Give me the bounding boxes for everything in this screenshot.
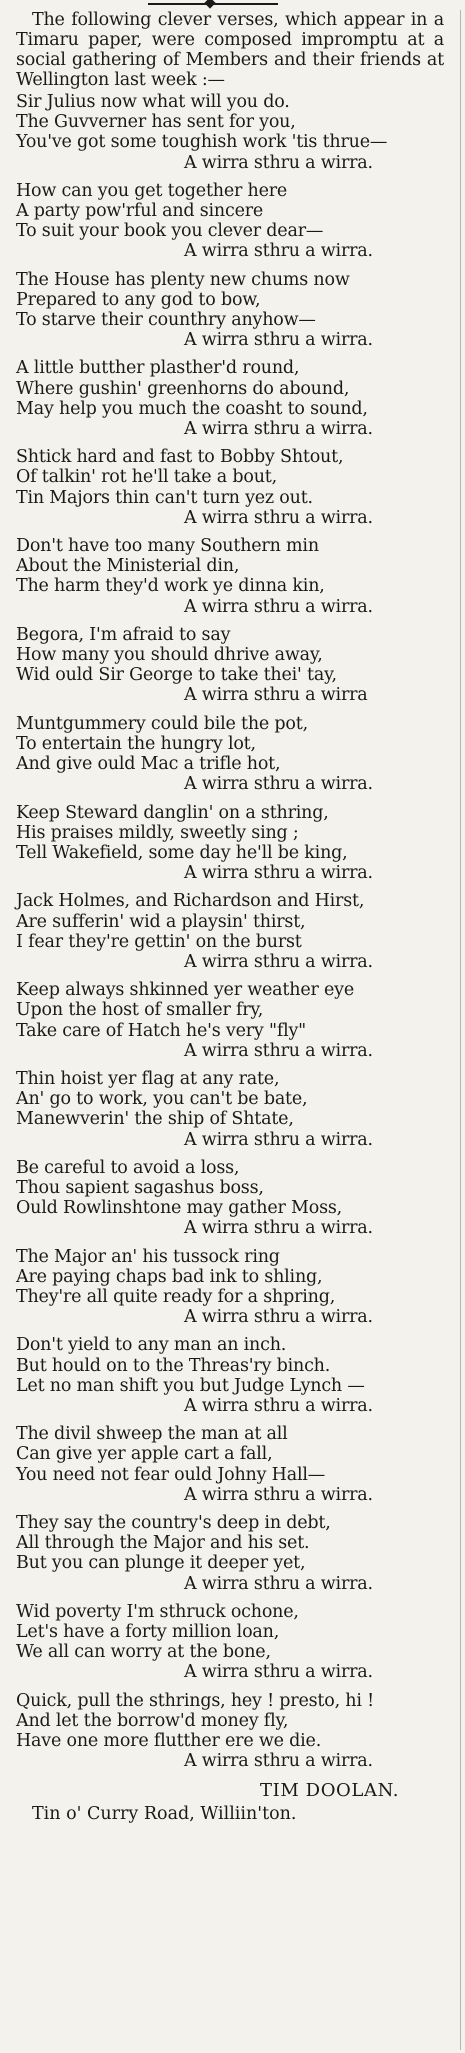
verse-line: Thin hoist yer flag at any rate, [16, 1068, 280, 1089]
refrain-line: A wirra sthru a wirra. [184, 507, 373, 528]
poem-stanza [16, 1424, 444, 1505]
verse-line: Don't have too many Southern min [16, 536, 319, 557]
poem-stanza [16, 358, 444, 439]
verse-line: The harm they'd work ye dinna kin, [16, 576, 325, 597]
refrain-line: A wirra sthru a wirra. [184, 1484, 373, 1505]
refrain-line: A wirra sthru a wirra. [184, 419, 373, 440]
column-divider-rule [460, 10, 461, 2050]
refrain-line: A wirra sthru a wirra. [184, 951, 373, 972]
refrain-line: A wirra sthru a wirra. [184, 1129, 373, 1150]
refrain-line: A wirra sthru a wirra. [184, 330, 373, 351]
poem-stanza [16, 1158, 444, 1239]
verse-line: Are sufferin' wid a playsin' thirst, [16, 911, 306, 932]
refrain-line: A wirra sthru a wirra. [184, 241, 373, 262]
poem-stanza [16, 980, 444, 1061]
verse-line: You've got some toughish work 'tis thrue— [16, 132, 388, 153]
author-location: Tin o' Curry Road, Williin'ton. [32, 1804, 297, 1825]
verse-line: Quick, pull the sthrings, hey ! presto, hi ! [16, 1690, 374, 1711]
refrain-line: A wirra sthru a wirra [184, 685, 368, 706]
verse-line: To suit your book you clever dear— [16, 221, 324, 242]
verse-line: I fear they're gettin' on the burst [16, 931, 302, 952]
poem-stanza [16, 1247, 444, 1328]
verse-line: To starve their counthry anyhow— [16, 310, 316, 331]
poem-stanza [16, 1335, 444, 1416]
verse-line: The House has plenty new chums now [16, 269, 350, 290]
verse-line: His praises mildly, sweetly sing ; [16, 822, 299, 843]
poem-stanza [16, 92, 444, 173]
verse-line: Don't yield to any man an inch. [16, 1335, 287, 1356]
verse-line: Prepared to any god to bow, [16, 289, 261, 310]
ornament-diamond [204, 0, 215, 9]
verse-line: How can you get together here [16, 180, 288, 201]
poem-stanza [16, 270, 444, 351]
verse-line: Let's have a forty million loan, [16, 1622, 280, 1643]
verse-line: Have one more flutther ere we die. [16, 1731, 322, 1752]
poem-stanzas [16, 92, 444, 1771]
verse-line: Tell Wakefield, some day he'll be king, [16, 842, 348, 863]
refrain-line: A wirra sthru a wirra. [184, 1395, 373, 1416]
refrain-line: A wirra sthru a wirra. [184, 1040, 373, 1061]
poem-column [16, 10, 444, 1825]
verse-line: About the Ministerial din, [16, 556, 240, 577]
refrain-line: A wirra sthru a wirra. [184, 1662, 373, 1683]
verse-line: Wid ould Sir George to take thei' tay, [16, 665, 337, 686]
verse-line: Of talkin' rot he'll take a bout, [16, 467, 277, 488]
verse-line: The divil shweep the man at all [16, 1424, 288, 1445]
verse-line: The Guvverner has sent for you, [16, 112, 296, 133]
verse-line: Tin Majors thin can't turn yez out. [16, 487, 313, 508]
poem-stanza [16, 536, 444, 617]
poem-stanza [16, 1602, 444, 1683]
verse-line: But hould on to the Threas'ry binch. [16, 1355, 331, 1376]
verse-line: We all can worry at the bone, [16, 1642, 271, 1663]
intro-paragraph: The following clever verses, which appear in a Timaru paper, were composed impromptu at a social gathering of Members and their friends at Wellington last week :— [16, 10, 444, 90]
poem-stanza [16, 1691, 444, 1772]
verse-line: Wid poverty I'm sthruck ochone, [16, 1601, 299, 1622]
verse-line: Upon the host of smaller fry, [16, 1000, 264, 1021]
verse-line: They're all quite ready for a shpring, [16, 1286, 336, 1307]
poem-stanza [16, 181, 444, 262]
verse-line: Are paying chaps bad ink to shling, [16, 1266, 323, 1287]
refrain-line: A wirra sthru a wirra. [184, 152, 373, 173]
verse-line: The Major an' his tussock ring [16, 1246, 280, 1267]
refrain-line: A wirra sthru a wirra. [184, 863, 373, 884]
verse-line: Muntgummery could bile the pot, [16, 713, 308, 734]
verse-line: Ould Rowlinshtone may gather Moss, [16, 1198, 343, 1219]
verse-line: An' go to work, you can't be bate, [16, 1089, 308, 1110]
verse-line: Sir Julius now what will you do. [16, 92, 290, 112]
verse-line: Jack Holmes, and Richardson and Hirst, [16, 891, 365, 912]
verse-line: All through the Major and his set. [16, 1533, 310, 1554]
poem-stanza [16, 803, 444, 884]
verse-line: How many you should dhrive away, [16, 645, 323, 666]
verse-line: Be careful to avoid a loss, [16, 1157, 240, 1178]
verse-line: And let the borrow'd money fly, [16, 1710, 289, 1731]
poem-stanza [16, 891, 444, 972]
poem-stanza [16, 1513, 444, 1594]
verse-line: And give ould Mac a trifle hot, [16, 754, 281, 775]
poem-stanza [16, 714, 444, 795]
refrain-line: A wirra sthru a wirra. [184, 596, 373, 617]
verse-line: Thou sapient sagashus boss, [16, 1177, 264, 1198]
verse-line: Let no man shift you but Judge Lynch — [16, 1375, 365, 1396]
verse-line: They say the country's deep in debt, [16, 1513, 331, 1533]
verse-line: Keep Steward danglin' on a sthring, [16, 802, 329, 823]
header-ornament [148, 2, 278, 6]
refrain-line: A wirra sthru a wirra. [184, 1573, 373, 1594]
refrain-line: A wirra sthru a wirra. [184, 1218, 373, 1239]
poem-stanza [16, 1069, 444, 1150]
verse-line: Can give yer apple cart a fall, [16, 1444, 273, 1465]
verse-line: Shtick hard and fast to Bobby Shtout, [16, 447, 344, 468]
verse-line: A little butther plasther'd round, [16, 358, 300, 379]
refrain-line: A wirra sthru a wirra. [184, 1751, 373, 1772]
verse-line: Where gushin' greenhorns do abound, [16, 378, 350, 399]
verse-line: But you can plunge it deeper yet, [16, 1553, 306, 1574]
verse-line: Begora, I'm afraid to say [16, 624, 231, 645]
verse-line: Manewverin' the ship of Shtate, [16, 1109, 294, 1130]
refrain-line: A wirra sthru a wirra. [184, 774, 373, 795]
poem-stanza [16, 447, 444, 528]
verse-line: May help you much the coasht to sound, [16, 398, 368, 419]
verse-line: You need not fear ould Johny Hall— [16, 1464, 326, 1485]
refrain-line: A wirra sthru a wirra. [184, 1307, 373, 1328]
verse-line: A party pow'rful and sincere [16, 201, 264, 222]
verse-line: To entertain the hungry lot, [16, 733, 256, 754]
verse-line: Take care of Hatch he's very "fly" [16, 1020, 307, 1041]
poem-stanza [16, 625, 444, 706]
author-signature: TIM DOOLAN. [260, 1780, 400, 1802]
verse-line: Keep always shkinned yer weather eye [16, 980, 354, 1001]
